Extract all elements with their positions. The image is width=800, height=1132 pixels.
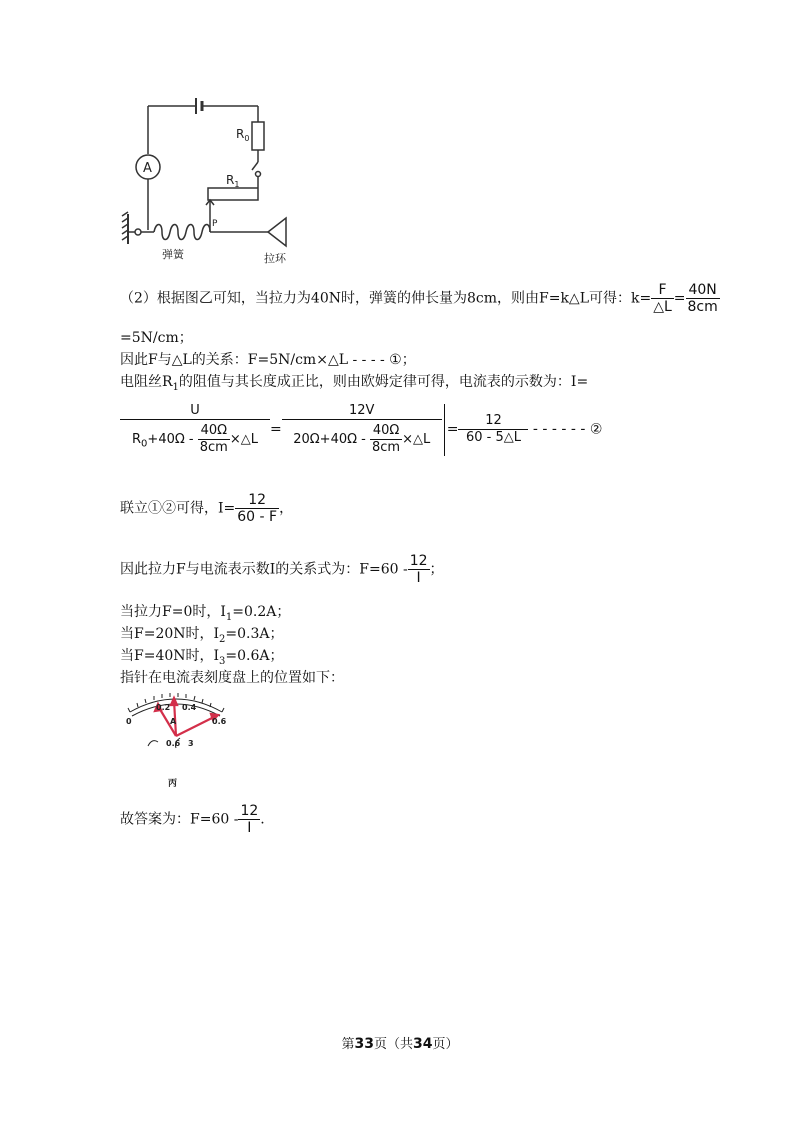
- r0-label: $R_0$: [236, 127, 250, 143]
- dial-label-a: A: [170, 717, 177, 726]
- eq2-f3-num: 12: [485, 413, 502, 428]
- dial-label-0-6: 0.6: [212, 717, 227, 726]
- r1-label: $R_1$: [226, 173, 240, 189]
- eq2-fraction-2: [282, 403, 442, 456]
- ammeter-label: A: [143, 161, 152, 176]
- dial-label-0-4: 0.4: [182, 703, 197, 712]
- combine-text: 联立①②可得，I=: [120, 500, 236, 517]
- relation2-frac-den: I: [408, 569, 430, 586]
- eq2-f3-den: 60 - 5△L: [458, 429, 528, 446]
- k-frac1-num: F: [658, 282, 667, 298]
- eq2-fraction-1: [120, 403, 270, 456]
- relation2-tail: ；: [429, 561, 444, 578]
- dial-label-0: 0: [126, 717, 132, 726]
- k-fraction-2: [686, 282, 720, 315]
- ohm-intro: [120, 372, 588, 398]
- eq2-equals-a: =: [270, 421, 282, 438]
- combine-line: [120, 492, 293, 525]
- k-fraction-1: [651, 282, 674, 315]
- relation2-frac-num: 12: [409, 553, 428, 569]
- answer-text: 故答案为：F=60 -: [120, 811, 239, 828]
- dial-intro: 指针在电流表刻度盘上的位置如下：: [120, 670, 344, 686]
- eq2-fraction-3: [458, 413, 528, 446]
- ring-label: 拉环: [264, 252, 286, 265]
- circuit-diagram: [118, 92, 298, 272]
- eq2-equals-b: =: [446, 421, 459, 438]
- eq2-divider: [444, 404, 445, 456]
- relation2-text: 因此拉力F与电流表示数I的关系式为：F=60 -: [120, 561, 408, 578]
- equation-2: [120, 403, 602, 456]
- answer-frac-den: I: [238, 819, 260, 836]
- relation2-line: [120, 553, 444, 586]
- eq2-f2-den: 20Ω+40Ω - $\frac{40\Omega}{8cm}$ ×△L: [282, 419, 442, 456]
- eq2-f1-den: $R_0+40\Omega$ - $\frac{40\Omega}{8cm}$ ×△L: [120, 419, 270, 456]
- page-footer: 第33页（共34页）: [341, 1036, 459, 1052]
- spring-label: 弹簧: [162, 248, 184, 261]
- combine-frac-den: 60 - F: [237, 509, 278, 525]
- footer-page-number: 33: [354, 1036, 374, 1052]
- combine-frac-num: 12: [248, 492, 267, 508]
- case-3: 当F=40N时，$I_3=0.6A$；: [120, 648, 284, 667]
- k-result: =5N/cm；: [120, 330, 193, 346]
- dial-label-0-2: 0.2: [156, 703, 171, 712]
- ohm-intro-b: 的阻值与其长度成正比，则由欧姆定律可得，电流表的示数为：I=: [178, 374, 589, 390]
- force-relation-eq1: 因此F与△L的关系：F=5N/cm×△L - - - - ①；: [120, 352, 416, 368]
- case-2: 当F=20N时，$I_2=0.3A$；: [120, 626, 284, 645]
- part2-intro-line: [120, 282, 720, 315]
- k-frac1-den: △L: [653, 299, 672, 315]
- eq2-f2-inner: $\frac{40\Omega}{8cm}$: [372, 423, 401, 455]
- k-frac2-den: 8cm: [687, 299, 718, 315]
- eq2-f1-inner: $\frac{40\Omega}{8cm}$: [199, 423, 228, 455]
- combine-tail: ，: [279, 500, 294, 517]
- answer-fraction: [238, 803, 260, 836]
- ohm-intro-sub: 1: [172, 381, 179, 393]
- eq2-tail: - - - - - - ②: [532, 421, 603, 438]
- ohm-intro-a: 电阻丝R: [120, 374, 173, 390]
- dial-label-0-6-lower: 0.6: [166, 739, 181, 748]
- combine-fraction: [235, 492, 279, 525]
- answer-tail: .: [260, 811, 265, 828]
- k-equals: =: [673, 290, 686, 307]
- footer-total-pages: 34: [413, 1036, 433, 1052]
- ammeter-dial-figure: [118, 690, 230, 790]
- dial-label-3: 3: [188, 739, 194, 748]
- relation2-fraction: [408, 553, 430, 586]
- k-frac2-num: 40N: [688, 282, 717, 298]
- case-1: 当拉力F=0时，$I_1=0.2A$；: [120, 604, 291, 623]
- part2-intro: （2）根据图乙可知，当拉力为40N时，弹簧的伸长量为8cm，则由F=k△L可得：k=: [120, 290, 652, 307]
- eq2-f2-num: 12V: [349, 403, 375, 418]
- slider-p-label: P: [212, 219, 218, 229]
- answer-frac-num: 12: [240, 803, 259, 819]
- dial-caption: 丙: [168, 779, 178, 789]
- eq2-f1-num: U: [190, 403, 200, 418]
- answer-line: [120, 803, 265, 836]
